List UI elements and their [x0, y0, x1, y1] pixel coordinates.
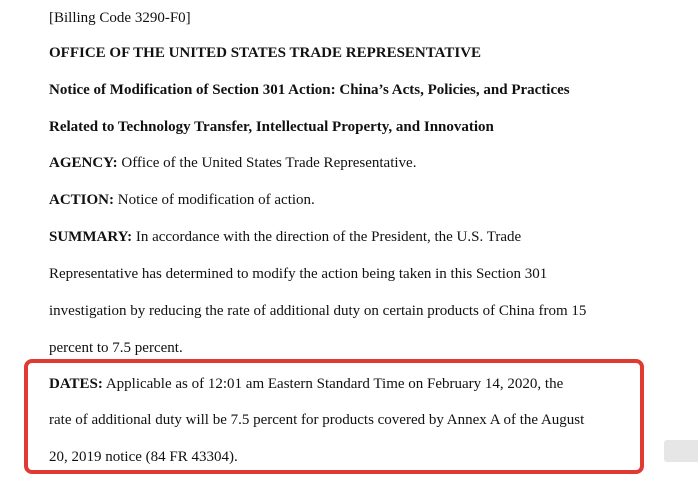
summary-text-line-1: In accordance with the direction of the President, the U.S. Trade [132, 229, 522, 245]
summary-line-1 [49, 228, 521, 246]
agency-paragraph [49, 154, 416, 172]
summary-line-3: investigation by reducing the rate of additional duty on certain products of China from 15 [49, 303, 587, 319]
action-paragraph [49, 191, 315, 209]
summary-line-2: Representative has determined to modify the action being taken in this Section 301 [49, 266, 548, 282]
dates-line-3: 20, 2019 notice (84 FR 43304). [49, 449, 238, 465]
action-label: ACTION: [49, 192, 115, 208]
billing-code: [Billing Code 3290-F0] [49, 10, 191, 26]
summary-label: SUMMARY: [49, 229, 133, 245]
dates-label: DATES: [49, 376, 103, 392]
office-heading: OFFICE OF THE UNITED STATES TRADE REPRESENTATIVE [49, 45, 482, 61]
action-text: Notice of modification of action. [114, 192, 315, 208]
dates-line-2: rate of additional duty will be 7.5 percent for products covered by Annex A of the August [49, 412, 585, 428]
notice-title-line-2: Related to Technology Transfer, Intellectual Property, and Innovation [49, 119, 494, 135]
notice-title-line-1: Notice of Modification of Section 301 Action: China’s Acts, Policies, and Practices [49, 82, 570, 98]
agency-label: AGENCY: [49, 155, 118, 171]
dates-line-1 [49, 375, 563, 393]
agency-text: Office of the United States Trade Representative. [117, 155, 417, 171]
dates-text-line-1: Applicable as of 12:01 am Eastern Standard Time on February 14, 2020, the [102, 376, 564, 392]
corner-watermark [664, 440, 698, 462]
summary-line-4: percent to 7.5 percent. [49, 340, 183, 356]
